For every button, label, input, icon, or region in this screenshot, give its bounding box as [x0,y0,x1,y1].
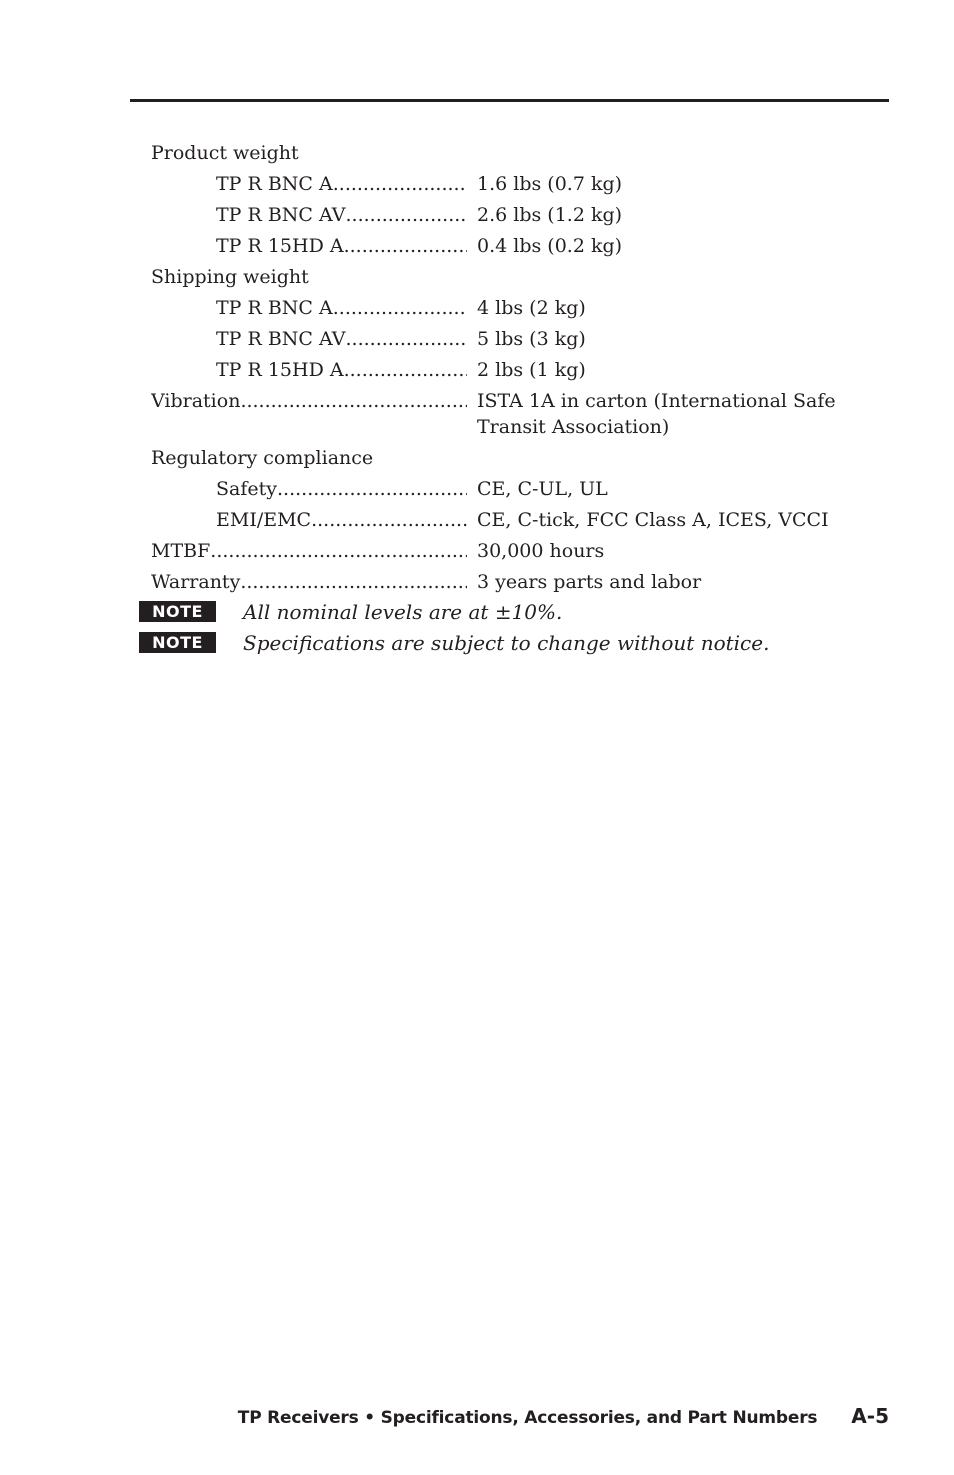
spec-row [151,324,871,355]
spec-row-warranty [151,567,871,598]
spec-label: TP R 15HD A [216,235,344,257]
spec-row-vibration [151,386,871,443]
header-rule [130,99,889,102]
dot-leader [333,293,467,324]
spec-value: 2.6 lbs (1.2 kg) [477,204,623,226]
spec-value: 0.4 lbs (0.2 kg) [477,235,623,257]
note-text: All nominal levels are at ±10%. [243,599,563,624]
spec-value: 4 lbs (2 kg) [477,297,586,319]
notes [139,596,879,658]
dot-leader [346,324,467,355]
spec-row [151,505,871,536]
spec-value: 3 years parts and labor [477,571,702,593]
spec-value: 2 lbs (1 kg) [477,359,586,381]
spec-row [151,169,871,200]
spec-label: Vibration [151,390,241,412]
spec-heading-shipping-weight [151,262,871,293]
note [139,627,879,658]
dot-leader [210,536,467,567]
spec-row [151,293,871,324]
spec-value: 5 lbs (3 kg) [477,328,586,350]
spec-label: TP R 15HD A [216,359,344,381]
spec-label: TP R BNC AV [216,328,346,350]
spec-label: TP R BNC A [216,297,333,319]
dot-leader [240,388,467,414]
spec-row [151,355,871,386]
spec-heading-label: Product weight [151,142,299,164]
spec-row [151,474,871,505]
dot-leader [311,505,467,536]
dot-leader [240,567,467,598]
spec-row [151,200,871,231]
note-badge: NOTE [139,601,216,622]
spec-value: ISTA 1A in carton (International Safe Transit Association) [477,390,836,438]
spec-value: CE, C-UL, UL [477,478,608,500]
dot-leader [277,474,467,505]
dot-leader [333,169,467,200]
spec-value: 1.6 lbs (0.7 kg) [477,173,623,195]
spec-value: 30,000 hours [477,540,605,562]
note [139,596,879,627]
spec-label: TP R BNC A [216,173,333,195]
note-text: Specifications are subject to change without notice. [243,630,770,655]
page-footer [130,1404,889,1428]
spec-row [151,231,871,262]
spec-row-mtbf [151,536,871,567]
dot-leader [344,355,467,386]
page-number: A-5 [851,1404,889,1428]
spec-label: MTBF [151,540,211,562]
spec-heading-regulatory [151,443,871,474]
spec-heading-product-weight [151,138,871,169]
spec-label: Safety [216,478,277,500]
spec-list [151,138,871,598]
spec-label: EMI/EMC [216,509,312,531]
dot-leader [344,231,467,262]
dot-leader [346,200,467,231]
footer-title: TP Receivers • Specifications, Accessories, and Part Numbers [237,1408,818,1428]
spec-label: Warranty [151,571,241,593]
spec-label: TP R BNC AV [216,204,346,226]
note-badge: NOTE [139,632,216,653]
spec-heading-label: Shipping weight [151,266,309,288]
spec-value: CE, C-tick, FCC Class A, ICES, VCCI [477,509,829,531]
spec-heading-label: Regulatory compliance [151,447,374,469]
